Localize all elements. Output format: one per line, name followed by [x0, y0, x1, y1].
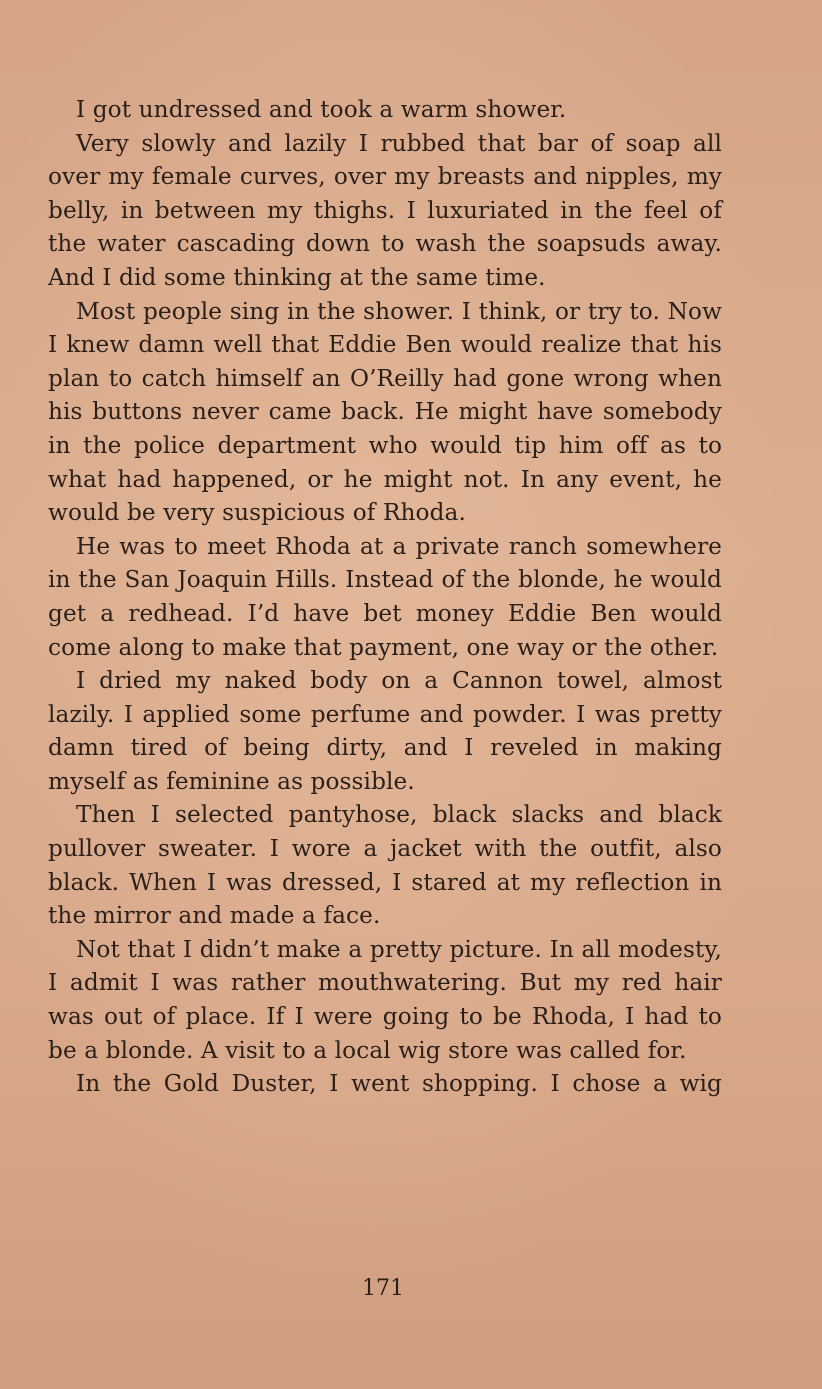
- paragraph-1: I got undressed and took a warm shower.: [76, 96, 567, 123]
- page-number: 171: [362, 1276, 404, 1301]
- paragraph-3: Most people sing in the shower. I think, or try to. Now I knew damn well that Eddie Ben would realize that his plan to catch himself an O’Reilly had gone wrong when his buttons never came back. He might have somebody in the police department who would tip him off as to what had happened, or he might not. In any event, he would be very suspicious of Rhoda.: [48, 297, 722, 527]
- paragraph-4: He was to meet Rhoda at a private ranch somewhere in the San Joaquin Hills. Instead of the blonde, he would get a redhead. I’d have bet money Eddie Ben would come along to make that payment, one way or the other.: [48, 532, 722, 661]
- body-text: [48, 93, 722, 1101]
- paragraph-6: Then I selected pantyhose, black slacks and black pullover sweater. I wore a jacket with the outfit, also black. When I was dressed, I stared at my reflection in the mirror and made a face.: [48, 801, 722, 930]
- paragraph-5: I dried my naked body on a Cannon towel, almost lazily. I applied some perfume and powder. I was pretty damn tired of being dirty, and I reveled in making myself as feminine as possible.: [48, 667, 722, 795]
- paragraph-8: In the Gold Duster, I went shopping. I chose a wig: [76, 1070, 722, 1098]
- paragraph-7: Not that I didn’t make a pretty picture. In all modesty, I admit I was rather mouthwatering. But my red hair was out of place. If I were going to be Rhoda, I had to be a blonde. A visit to a local wig store was called for.: [48, 935, 722, 1064]
- paragraph-2: Very slowly and lazily I rubbed that bar of soap all over my female curves, over my breasts and nipples, my belly, in between my thighs. I luxuriated in the feel of the water cascading down to wash the soapsuds away. And I did some thinking at the same time.: [48, 129, 722, 291]
